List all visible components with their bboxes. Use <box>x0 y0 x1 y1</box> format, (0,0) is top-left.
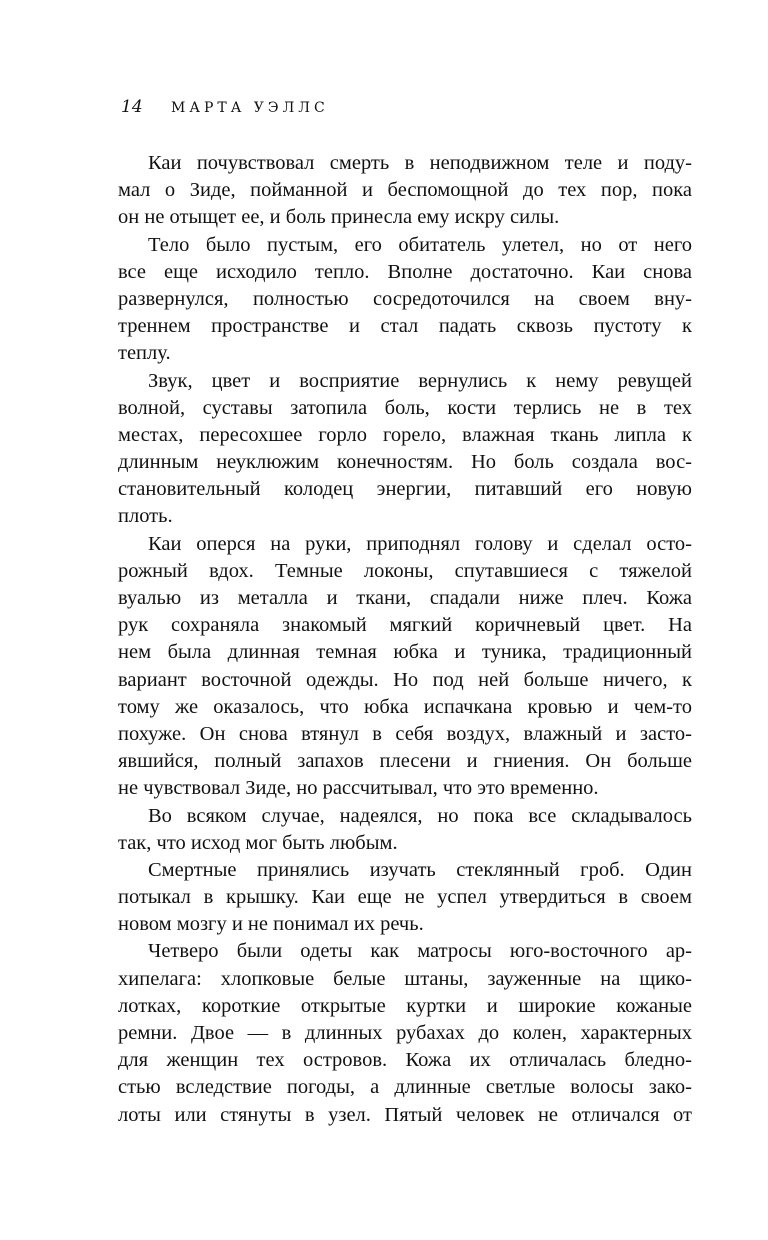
text-line: вариант восточной одежды. Но под ней больше ничего, к <box>118 668 692 691</box>
text-line: стью вследствие погоды, а длинные светлые волосы зако- <box>118 1076 692 1099</box>
text-line: рук сохраняла знакомый мягкий коричневый цвет. На <box>118 614 692 637</box>
text-line: для женщин тех островов. Кожа их отличалась бледно- <box>118 1049 692 1072</box>
running-head-author: МАРТА УЭЛЛС <box>171 100 329 116</box>
text-line: длинным неуклюжим конечностям. Но боль создала вос- <box>118 451 692 474</box>
paragraph <box>118 803 692 857</box>
paragraph <box>118 938 692 1128</box>
text-line: мал о Зиде, пойманной и беспомощной до тех пор, пока <box>118 179 692 202</box>
text-line: он не отыщет ее, и боль принесла ему искру силы. <box>118 206 560 229</box>
text-line: лотках, короткие открытые куртки и широкие кожаные <box>118 994 692 1017</box>
page-number: 14 <box>121 97 143 117</box>
text-line: явшийся, полный запахов плесени и гниения. Он больше <box>118 750 692 773</box>
text-line: Тело было пустым, его обитатель улетел, но от него <box>148 233 692 256</box>
paragraph <box>118 150 692 232</box>
text-line: потыкал в крышку. Каи еще не успел утвердиться в своем <box>118 886 692 909</box>
text-line: волной, суставы затопила боль, кости терлись не в тех <box>118 396 692 419</box>
text-line: все еще исходило тепло. Вполне достаточно. Каи снова <box>118 260 692 283</box>
text-line: плоть. <box>118 505 173 528</box>
text-line: так, что исход мог быть любым. <box>118 831 398 854</box>
text-line: не чувствовал Зиде, но рассчитывал, что это временно. <box>118 777 599 800</box>
text-line: местах, пересохшее горло горело, влажная ткань липла к <box>118 423 692 446</box>
text-line: вуалью из металла и ткани, спадали ниже плеч. Кожа <box>118 587 692 609</box>
text-line: Во всяком случае, надеялся, но пока все складывалось <box>148 804 692 827</box>
text-line: Каи оперся на руки, приподнял голову и сделал осто- <box>148 532 692 555</box>
text-line: новом мозгу и не понимал их речь. <box>118 913 424 936</box>
text-line: рожный вдох. Темные локоны, спутавшиеся с тяжелой <box>118 559 692 582</box>
text-line: Каи почувствовал смерть в неподвижном теле и поду- <box>148 152 692 174</box>
text-line: Четверо были одеты как матросы юго-восточного ар- <box>148 940 692 963</box>
text-line: ремни. Двое — в длинных рубахах до колен, характерных <box>118 1022 692 1044</box>
paragraph <box>118 857 692 939</box>
text-line: тому же оказалось, что юбка испачкана кровью и чем-то <box>118 695 692 718</box>
text-line: треннем пространстве и стал падать сквозь пустоту к <box>118 315 692 338</box>
paragraph <box>118 368 692 531</box>
text-line: теплу. <box>118 342 171 365</box>
text-line: развернулся, полностью сосредоточился на своем вну- <box>118 287 692 310</box>
text-line: похуже. Он снова втянул в себя воздух, влажный и засто- <box>118 722 692 745</box>
body-text <box>118 150 692 1129</box>
running-head <box>121 97 681 119</box>
paragraph <box>118 531 692 803</box>
text-line: нем была длинная темная юбка и туника, традиционный <box>118 641 692 664</box>
text-line: лоты или стянуты в узел. Пятый человек не отличался от <box>118 1103 692 1126</box>
text-line: становительный колодец энергии, питавший его новую <box>118 478 692 501</box>
text-line: хипелага: хлопковые белые штаны, зауженные на щико- <box>118 967 692 990</box>
paragraph <box>118 232 692 368</box>
text-line: Звук, цвет и восприятие вернулись к нему ревущей <box>148 369 692 392</box>
text-line: Смертные принялись изучать стеклянный гроб. Один <box>148 858 692 881</box>
